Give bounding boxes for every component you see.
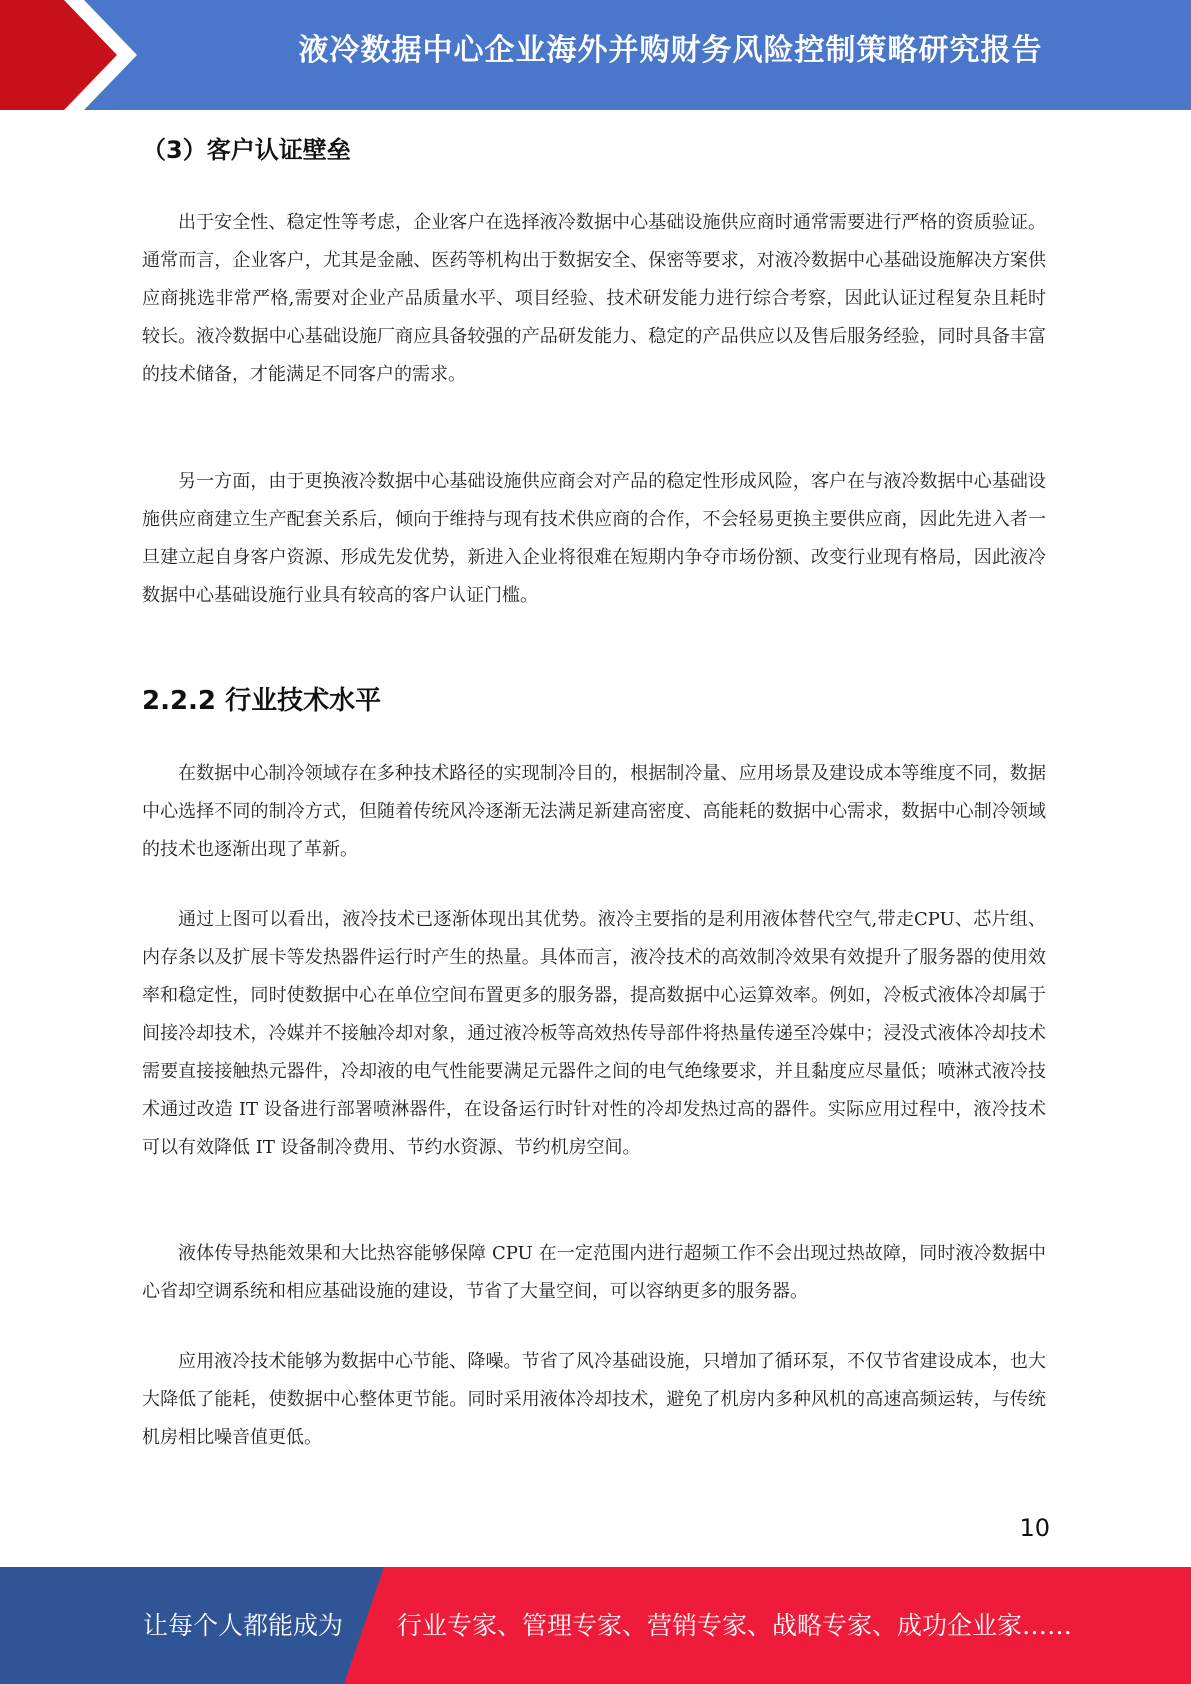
paragraph: 通过上图可以看出，液冷技术已逐渐体现出其优势。液冷主要指的是利用液体替代空气,带走CPU、芯片组、内存条以及扩展卡等发热器件运行时产生的热量。具体而言，液冷技术的高效制冷效果有效提升了服务器的使用效率和稳定性，同时使数据中心在单位空间布置更多的服务器，提高数据中心运算效率。例如，冷板式液体冷却属于间接冷却技术，冷媒并不接触冷却对象，通过液冷板等高效热传导部件将热量传递至冷媒中；浸没式液体冷却技术需要直接接触热元器件，冷却液的电气性能要满足元器件之间的电气绝缘要求，并且黏度应尽量低；喷淋式液冷技术通过改造 IT 设备进行部署喷淋器件，在设备运行时针对性的冷却发热过高的器件。实际应用过程中，液冷技术可以有效降低 IT 设备制冷费用、节约水资源、节约机房空间。 xyxy=(142,909,1046,1158)
section-heading: 2.2.2 行业技术水平 xyxy=(142,686,382,716)
footer-banner xyxy=(0,1567,1191,1684)
page-number: 10 xyxy=(1019,1514,1050,1542)
footer-slogan-right: 行业专家、管理专家、营销专家、战略专家、成功企业家…… xyxy=(397,1611,1073,1640)
paragraph: 在数据中心制冷领域存在多种技术路径的实现制冷目的，根据制冷量、应用场景及建设成本等维度不同，数据中心选择不同的制冷方式，但随着传统风冷逐渐无法满足新建高密度、高能耗的数据中心需求，数据中心制冷领域的技术也逐渐出现了革新。 xyxy=(142,763,1046,860)
header-banner xyxy=(0,0,1191,110)
paragraph: 另一方面，由于更换液冷数据中心基础设施供应商会对产品的稳定性形成风险，客户在与液冷数据中心基础设施供应商建立生产配套关系后，倾向于维持与现有技术供应商的合作，不会轻易更换主要供应商，因此先进入者一旦建立起自身客户资源、形成先发优势，新进入企业将很难在短期内争夺市场份额、改变行业现有格局，因此液冷数据中心基础设施行业具有较高的客户认证门槛。 xyxy=(142,471,1046,606)
document-title: 液冷数据中心企业海外并购财务风险控制策略研究报告 xyxy=(298,33,1043,68)
paragraph: 应用液冷技术能够为数据中心节能、降噪。节省了风冷基础设施，只增加了循环泵，不仅节省建设成本，也大大降低了能耗，使数据中心整体更节能。同时采用液体冷却技术，避免了机房内多种风机的高速高频运转，与传统机房相比噪音值更低。 xyxy=(142,1351,1046,1448)
subsection-heading: （3）客户认证壁垒 xyxy=(142,136,351,164)
footer-slogan-left: 让每个人都能成为 xyxy=(143,1611,344,1640)
paragraph: 出于安全性、稳定性等考虑，企业客户在选择液冷数据中心基础设施供应商时通常需要进行严格的资质验证。通常而言，企业客户，尤其是金融、医药等机构出于数据安全、保密等要求，对液冷数据中心基础设施解决方案供应商挑选非常严格,需要对企业产品质量水平、项目经验、技术研发能力进行综合考察，因此认证过程复杂且耗时较长。液冷数据中心基础设施厂商应具备较强的产品研发能力、稳定的产品供应以及售后服务经验，同时具备丰富的技术储备，才能满足不同客户的需求。 xyxy=(142,212,1046,385)
header-arrow-decoration xyxy=(0,0,150,110)
paragraph: 液体传导热能效果和大比热容能够保障 CPU 在一定范围内进行超频工作不会出现过热故障，同时液冷数据中心省却空调系统和相应基础设施的建设，节省了大量空间，可以容纳更多的服务器。 xyxy=(142,1243,1046,1302)
